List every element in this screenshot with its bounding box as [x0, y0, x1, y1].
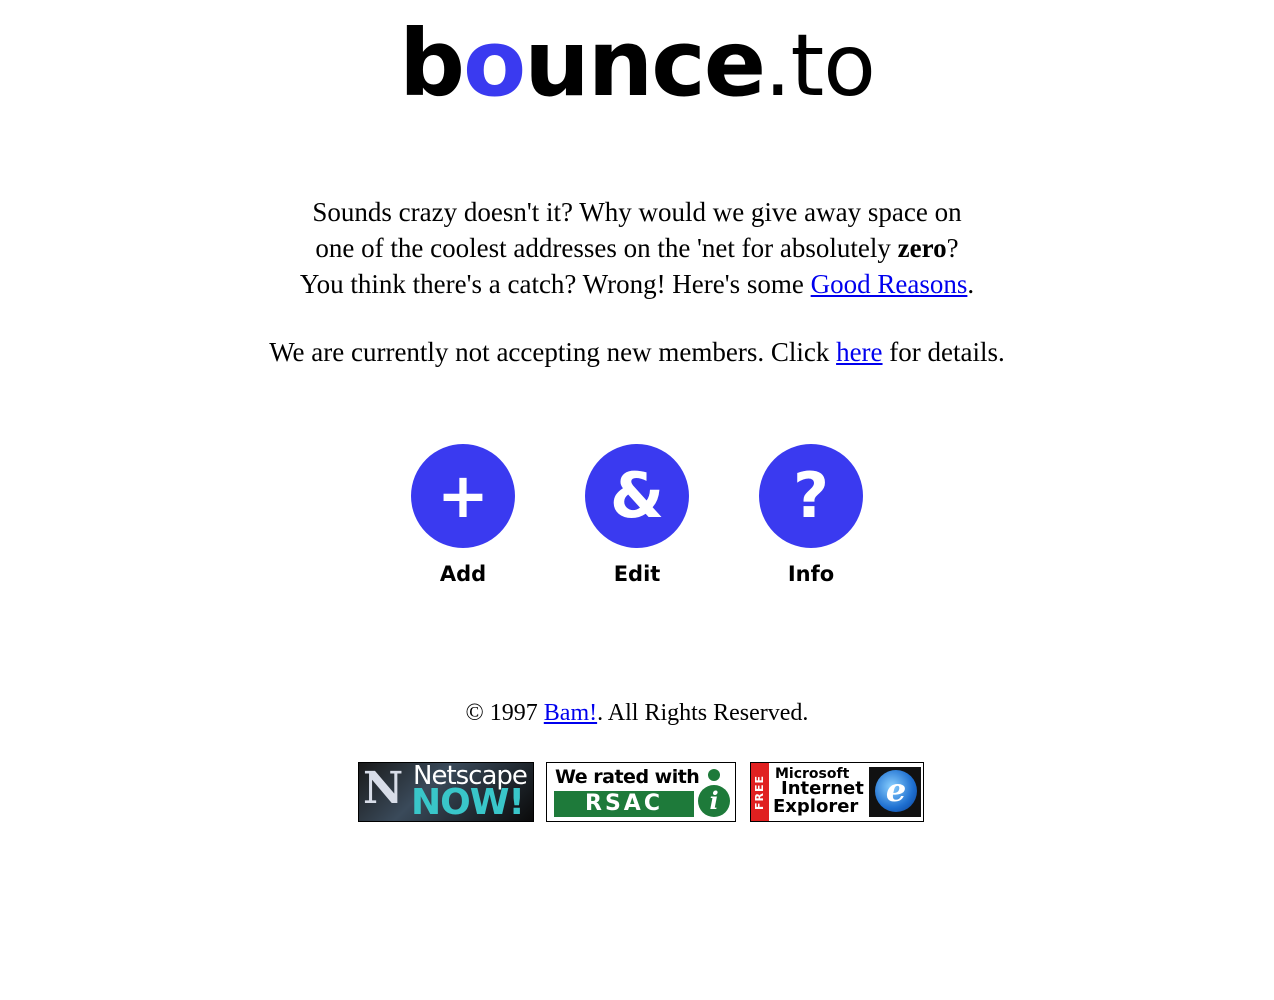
netscape-text: Netscape: [413, 762, 527, 791]
ie-logo-icon: e: [869, 767, 921, 817]
add-button[interactable]: [376, 444, 550, 586]
free-label: FREE: [751, 763, 769, 821]
intro-line-1: Sounds crazy doesn't it? Why would we give away space on: [312, 197, 962, 227]
ampersand-icon[interactable]: &: [585, 444, 689, 548]
rsac-info-dot: [708, 769, 720, 781]
rsac-rated-text: We rated with: [555, 766, 700, 788]
internet-explorer-badge[interactable]: [750, 762, 924, 822]
netscape-n-icon: N: [363, 763, 404, 814]
intro-paragraph: [0, 194, 1274, 302]
edit-button[interactable]: [550, 444, 724, 586]
action-buttons: [0, 444, 1274, 586]
good-reasons-link[interactable]: Good Reasons: [810, 269, 968, 299]
rsac-badge[interactable]: [546, 762, 736, 822]
membership-notice: We are currently not accepting new members. Click here for details.: [269, 337, 1005, 367]
intro-line-3: You think there's a catch? Wrong! Here's some Good Reasons.: [299, 269, 975, 299]
details-here-link[interactable]: here: [836, 337, 883, 367]
microsoft-text: Microsoft: [775, 766, 850, 782]
site-logo: [0, 10, 1274, 117]
logo-brand: bounce: [399, 10, 765, 117]
copyright-notice: © 1997 Bam!. All Rights Reserved.: [465, 700, 809, 726]
info-button[interactable]: [724, 444, 898, 586]
edit-label[interactable]: Edit: [613, 562, 661, 586]
logo-tld: .to: [764, 16, 875, 116]
add-label[interactable]: Add: [439, 562, 487, 586]
intro-line-2: one of the coolest addresses on the 'net for absolutely zero?: [315, 233, 959, 263]
rsac-info-icon: i: [698, 785, 730, 817]
explorer-text: Explorer: [773, 796, 859, 817]
rsac-text: RSAC: [554, 791, 694, 817]
now-text: NOW!: [411, 782, 524, 822]
netscape-now-badge[interactable]: [358, 762, 534, 822]
internet-text: Internet: [781, 778, 864, 799]
question-icon[interactable]: ?: [759, 444, 863, 548]
bam-link[interactable]: Bam!: [543, 700, 598, 726]
info-label[interactable]: Info: [787, 562, 835, 586]
plus-icon[interactable]: +: [411, 444, 515, 548]
zero-emphasis: zero: [897, 233, 947, 263]
